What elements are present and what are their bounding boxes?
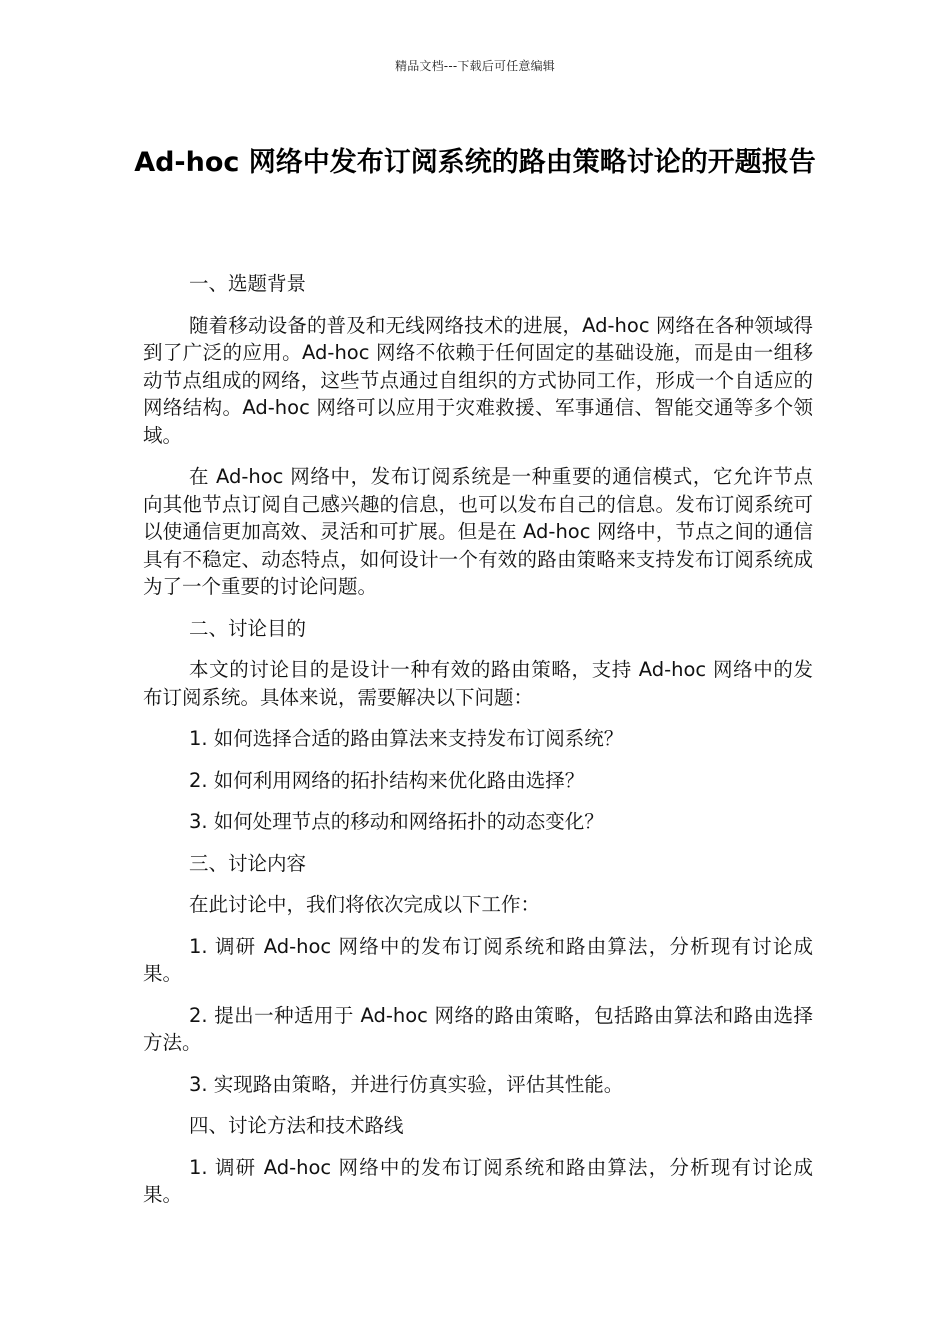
paragraph: 在 Ad-hoc 网络中，发布订阅系统是一种重要的通信模式，它允许节点向其他节点订阅自己感兴趣的信息，也可以发布自己的信息。发布订阅系统可以使通信更加高效、灵活和可扩展。但是在 Ad-hoc 网络中，节点之间的通信具有不稳定、动态特点，如何设计一个有效的路由策略来支持发布订阅系统成为了一个重要的讨论问题。: [143, 465, 813, 598]
list-item: 1. 如何选择合适的路由算法来支持发布订阅系统？: [189, 727, 624, 750]
list-item: 1. 调研 Ad-hoc 网络中的发布订阅系统和路由算法，分析现有讨论成果。: [143, 1155, 813, 1206]
list-item: 3. 实现路由策略，并进行仿真实验，评估其性能。: [189, 1072, 624, 1096]
list-item: 2. 如何利用网络的拓扑结构来优化路由选择？: [189, 768, 585, 792]
list-item: 2. 提出一种适用于 Ad-hoc 网络的路由策略，包括路由算法和路由选择方法。: [143, 1003, 813, 1054]
list-item: 1. 调研 Ad-hoc 网络中的发布订阅系统和路由算法，分析现有讨论成果。: [143, 934, 813, 985]
section-heading-content: 三、讨论内容: [189, 851, 307, 875]
section-heading-purpose: 二、讨论目的: [189, 616, 307, 640]
paragraph: 本文的讨论目的是设计一种有效的路由策略，支持 Ad-hoc 网络中的发布订阅系统。具体来说，需要解决以下问题：: [143, 658, 813, 709]
header-note: 精品文档---下载后可任意编辑: [395, 59, 555, 73]
section-heading-method: 四、讨论方法和技术路线: [189, 1114, 404, 1137]
paragraph: 在此讨论中，我们将依次完成以下工作：: [189, 893, 541, 916]
document-body: [143, 270, 813, 1223]
paragraph: 随着移动设备的普及和无线网络技术的进展，Ad-hoc 网络在各种领域得到了广泛的应用。Ad-hoc 网络不依赖于任何固定的基础设施，而是由一组移动节点组成的网络，这些节点通过自组织的方式协同工作，形成一个自适应的网络结构。Ad-hoc 网络可以应用于灾难救援、军事通信、智能交通等多个领域。: [143, 313, 813, 447]
document-title: Ad-hoc 网络中发布订阅系统的路由策略讨论的开题报告: [134, 147, 816, 178]
section-heading-background: 一、选题背景: [189, 272, 307, 295]
list-item: 3. 如何处理节点的移动和网络拓扑的动态变化？: [189, 810, 604, 833]
